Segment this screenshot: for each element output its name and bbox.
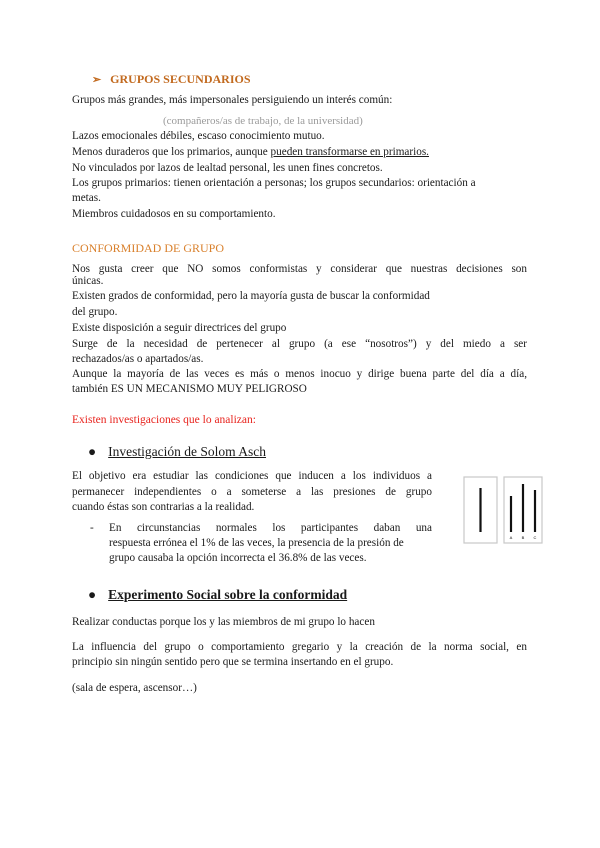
experiment-title: Experimento Social sobre la conformidad <box>108 587 348 602</box>
body-line: cuando éstas son contrarias a la realidad. <box>72 501 255 513</box>
body-line: grupo causaba la opción incorrecta el 36.8% de las veces. <box>109 552 367 564</box>
body-line: Existe disposición a seguir directrices del grupo <box>72 322 287 334</box>
experiment-heading <box>88 586 347 604</box>
arrow-bullet-icon: ➢ <box>92 74 102 86</box>
label-a: A <box>509 535 513 540</box>
body-line: Los grupos primarios: tienen orientación a personas; los grupos secundarios: orientación a <box>72 177 476 189</box>
intro-text: Grupos más grandes, más impersonales persiguiendo un interés común: <box>72 94 393 106</box>
bullet-icon: ● <box>88 587 97 602</box>
asch-lines-figure <box>463 476 543 546</box>
body-line: Aunque la mayoría de las veces es más o menos inocuo y dirige buena parte del día a día, <box>72 368 527 380</box>
asch-title: Investigación de Solom Asch <box>108 444 267 459</box>
body-line: respuesta errónea el 1% de las veces, la presencia de la presión de <box>109 537 404 549</box>
asch-heading <box>88 443 266 461</box>
underlined-text: pueden transformarse en primarios. <box>270 146 429 158</box>
body-line: Miembros cuidadosos en su comportamiento. <box>72 208 276 220</box>
body-line: (sala de espera, ascensor…) <box>72 682 197 694</box>
body-line: también ES UN MECANISMO MUY PELIGROSO <box>72 383 307 395</box>
bullet-icon: ● <box>88 444 97 459</box>
label-c: C <box>533 535 537 540</box>
body-line: metas. <box>72 192 101 204</box>
research-intro-red: Existen investigaciones que lo analizan: <box>72 414 256 426</box>
body-line: El objetivo era estudiar las condiciones que inducen a los individuos a <box>72 470 432 482</box>
heading-text: GRUPOS SECUNDARIOS <box>110 72 251 86</box>
section-heading-grupos-secundarios <box>92 72 251 89</box>
dash-bullet: - <box>90 522 94 534</box>
body-line: No vinculados por lazos de lealtad personal, les unen fines concretos. <box>72 162 383 174</box>
note-text: (compañeros/as de trabajo, de la universidad) <box>163 115 363 127</box>
body-line: del grupo. <box>72 306 118 318</box>
body-line <box>72 145 429 161</box>
body-line: Realizar conductas porque los y las miembros de mi grupo lo hacen <box>72 616 375 628</box>
body-line: Nos gusta creer que NO somos conformistas y considerar que nuestras decisiones son <box>72 263 527 275</box>
section-heading-conformidad: CONFORMIDAD DE GRUPO <box>72 241 225 255</box>
body-line: En circunstancias normales los participantes daban una <box>109 522 432 534</box>
body-line: Existen grados de conformidad, pero la mayoría gusta de buscar la conformidad <box>72 290 430 302</box>
body-line: Lazos emocionales débiles, escaso conocimiento mutuo. <box>72 130 325 142</box>
body-line: permanecer independientes o a someterse a las presiones de grupo <box>72 486 432 498</box>
body-line: principio sin ningún sentido pero que se termina insertando en el grupo. <box>72 656 394 668</box>
asch-lines-svg <box>463 476 543 546</box>
body-text: Menos duraderos que los primarios, aunque <box>72 146 271 158</box>
body-line: Surge de la necesidad de pertenecer al grupo (a ese “nosotros”) y del miedo a ser <box>72 338 527 350</box>
body-line: rechazados/as o apartados/as. <box>72 353 204 365</box>
body-line: La influencia del grupo o comportamiento gregario y la creación de la norma social, en <box>72 641 527 653</box>
body-line: únicas. <box>72 275 104 287</box>
label-b: B <box>521 535 525 540</box>
